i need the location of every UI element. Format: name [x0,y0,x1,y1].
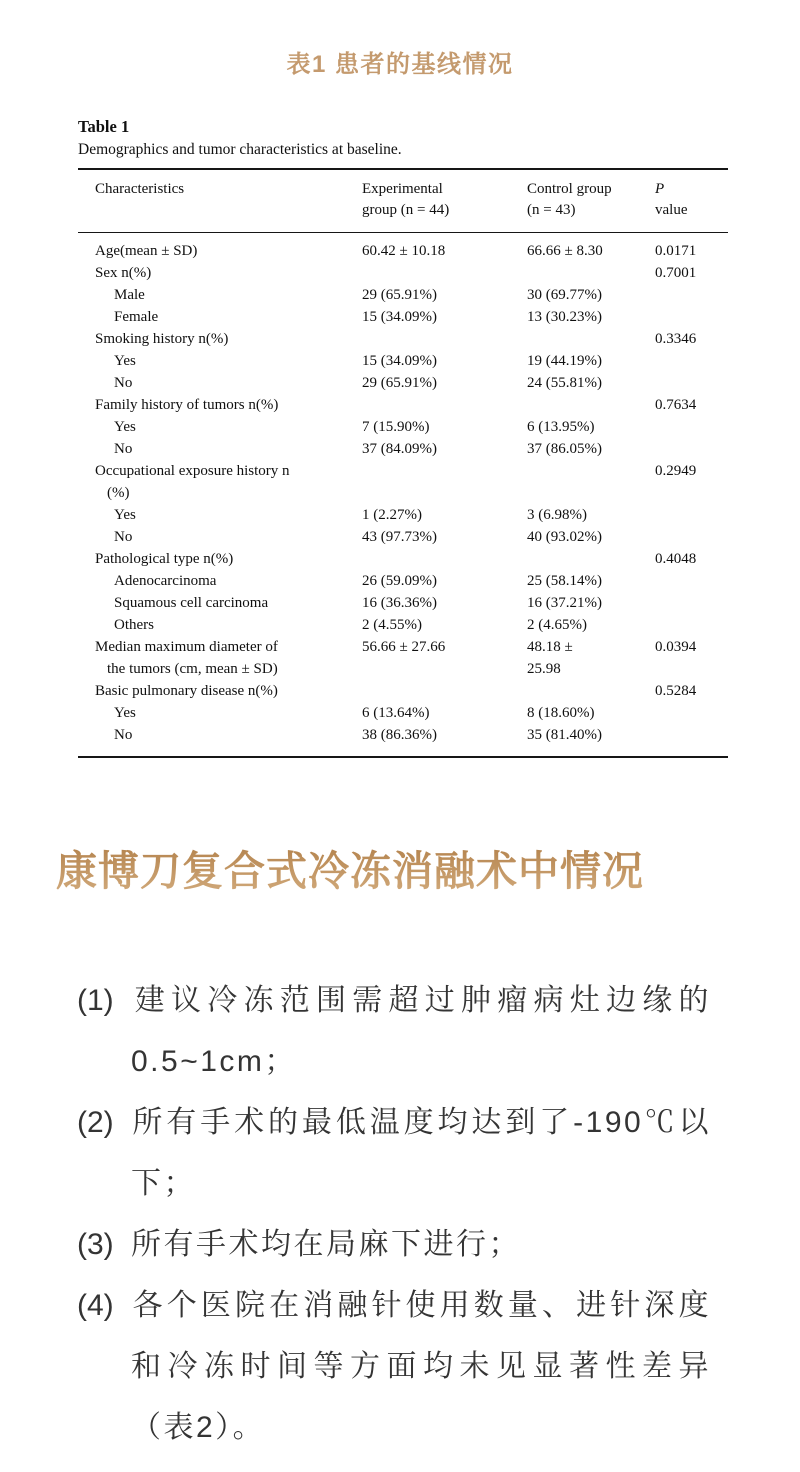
row-label: No [114,441,133,457]
p-value [655,504,728,526]
table-header-col-1 [362,179,527,221]
row-label: Family history of tumors n(%) [95,397,279,413]
p-value [655,702,728,724]
row-label: Yes [114,507,136,523]
table-row [95,526,728,548]
table-row [95,394,728,416]
control-value: 30 (69.77%) [527,287,602,303]
p-value: 0.4048 [655,551,697,567]
p-value [655,570,728,592]
table-row [95,724,728,746]
control-value: 37 (86.05%) [527,441,602,457]
experimental-value: 60.42 ± 10.18 [362,243,446,259]
list-item-marker: (1) [77,984,114,1017]
table-row [95,636,728,680]
control-value [527,394,655,416]
paper-table-figure [78,116,728,758]
table-row [95,702,728,724]
table-header-row [78,170,728,233]
control-value: 66.66 ± 8.30 [527,243,603,259]
table-row [95,284,728,306]
table-row [95,570,728,592]
table-row [95,592,728,614]
row-label: Yes [114,353,136,369]
row-label: Pathological type n(%) [95,551,234,567]
table-header-text: Characteristics [95,181,185,197]
control-value: 6 (13.95%) [527,419,595,435]
p-value [655,438,728,460]
experimental-value [362,548,527,570]
list-item-1 [77,970,711,1092]
p-value [655,614,728,636]
table-row [95,262,728,284]
list-item-3 [77,1214,711,1275]
control-value: 19 (44.19%) [527,353,602,369]
control-value [527,460,655,504]
experimental-value: 43 (97.73%) [362,529,437,545]
control-value: 8 (18.60%) [527,705,595,721]
table-row [95,306,728,328]
p-value: 0.7001 [655,265,697,281]
table-header-col-2 [527,179,655,221]
experimental-value: 26 (59.09%) [362,573,437,589]
experimental-value: 1 (2.27%) [362,507,422,523]
page-title: 表1 患者的基线情况 [286,51,514,78]
row-label: Smoking history n(%) [95,331,229,347]
row-label: Occupational exposure history n (%) [95,463,290,501]
row-label: No [114,375,133,391]
row-label: Age(mean ± SD) [95,243,198,259]
table-header-text: Control group [527,181,612,197]
experimental-value: 15 (34.09%) [362,353,437,369]
experimental-value: 6 (13.64%) [362,705,430,721]
table-row [95,460,728,504]
row-label: Others [114,617,154,633]
control-value [527,262,655,284]
row-label: Yes [114,705,136,721]
section-heading: 康博刀复合式冷冻消融术中情况 [56,838,644,897]
table-header-col-0 [95,179,362,221]
table-header-text: group (n = 44) [362,202,450,218]
p-value: 0.7634 [655,397,697,413]
row-label: Basic pulmonary disease n(%) [95,683,278,699]
experimental-value: 38 (86.36%) [362,727,437,743]
list-item-2 [77,1092,711,1214]
table-row [95,504,728,526]
control-value [527,680,655,702]
list-item-text: 所有手术均在局麻下进行； [131,1228,521,1261]
experimental-value: 29 (65.91%) [362,375,437,391]
experimental-value: 15 (34.09%) [362,309,437,325]
p-value [655,526,728,548]
control-value: 16 (37.21%) [527,595,602,611]
experimental-value [362,460,527,504]
numbered-list [77,970,711,1458]
control-value [527,548,655,570]
table-header-text: Experimental [362,181,443,197]
table-row [95,328,728,350]
table-row [95,240,728,262]
table-row [95,614,728,636]
control-value: 24 (55.81%) [527,375,602,391]
experimental-value: 2 (4.55%) [362,617,422,633]
experimental-value [362,328,527,350]
list-item-text: 所有手术的最低温度均达到了-190℃以下； [131,1106,711,1200]
control-value: 35 (81.40%) [527,727,602,743]
list-item-marker: (4) [77,1289,114,1322]
p-value [655,284,728,306]
table-header-col-3 [655,179,728,221]
row-label: Sex n(%) [95,265,152,281]
experimental-value [362,680,527,702]
control-value: 40 (93.02%) [527,529,602,545]
p-value: 0.0394 [655,639,697,655]
experimental-value [362,262,527,284]
row-label: No [114,529,133,545]
list-item-4 [77,1275,711,1458]
baseline-table [78,168,728,758]
p-value: 0.0171 [655,243,697,259]
experimental-value: 37 (84.09%) [362,441,437,457]
p-value [655,416,728,438]
control-value: 13 (30.23%) [527,309,602,325]
control-value [527,328,655,350]
p-value [655,724,728,746]
row-label: Male [114,287,145,303]
control-value: 3 (6.98%) [527,507,587,523]
table-row [95,438,728,460]
table-header-text: (n = 43) [527,202,576,218]
p-value [655,372,728,394]
row-label: Median maximum diameter of the tumors (cm, mean ± SD) [95,639,278,677]
row-label: Yes [114,419,136,435]
row-label: Adenocarcinoma [114,573,217,589]
table-row [95,548,728,570]
row-label: No [114,727,133,743]
p-value: 0.2949 [655,463,697,479]
p-value: 0.3346 [655,331,697,347]
row-label: Female [114,309,159,325]
control-value: 2 (4.65%) [527,617,587,633]
p-value [655,306,728,328]
table-row [95,416,728,438]
list-item-text: 各个医院在消融针使用数量、进针深度和冷冻时间等方面均未见显著性差异（表2）。 [131,1289,711,1444]
row-label: Squamous cell carcinoma [114,595,269,611]
table-row [95,350,728,372]
p-value: 0.5284 [655,683,697,699]
p-value [655,592,728,614]
p-value [655,350,728,372]
table-caption: Demographics and tumor characteristics at baseline. [78,141,402,158]
table-body [78,233,728,756]
experimental-value: 29 (65.91%) [362,287,437,303]
experimental-value: 7 (15.90%) [362,419,430,435]
list-item-text: 建议冷冻范围需超过肿瘤病灶边缘的0.5~1cm； [131,984,711,1078]
table-header-text: value [655,202,688,218]
control-value: 48.18 ± 25.98 [527,639,573,677]
table-label: Table 1 [78,117,130,136]
experimental-value [362,394,527,416]
control-value: 25 (58.14%) [527,573,602,589]
list-item-marker: (3) [77,1228,114,1261]
table-header-text: P [655,181,665,197]
table-row [95,680,728,702]
experimental-value: 56.66 ± 27.66 [362,639,446,655]
list-item-marker: (2) [77,1106,114,1139]
experimental-value: 16 (36.36%) [362,595,437,611]
table-row [95,372,728,394]
